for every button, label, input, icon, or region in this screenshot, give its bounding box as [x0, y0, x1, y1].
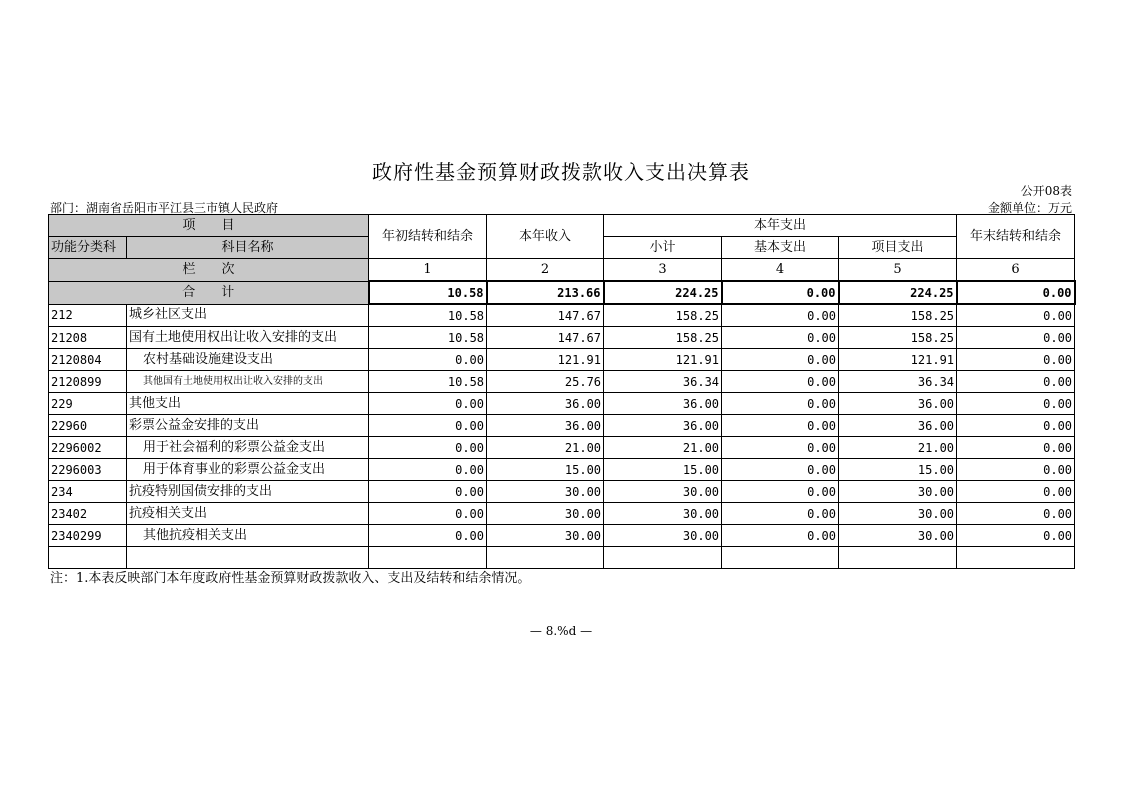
col-index-1: 1: [369, 259, 487, 282]
row-code: 234: [49, 481, 127, 503]
row-v3: 36.00: [604, 415, 722, 437]
col-index-6: 6: [957, 259, 1075, 282]
row-v1: 0.00: [369, 459, 487, 481]
col-index-2: 2: [487, 259, 604, 282]
table-row: [49, 304, 1075, 327]
row-v5: 15.00: [839, 459, 957, 481]
row-name: 城乡社区支出: [127, 304, 369, 327]
total-basic: 0.00: [722, 281, 839, 304]
row-name: 国有土地使用权出让收入安排的支出: [127, 327, 369, 349]
row-v5: 158.25: [839, 304, 957, 327]
row-v3: 158.25: [604, 327, 722, 349]
total-subtotal: 224.25: [604, 281, 722, 304]
row-name: 用于社会福利的彩票公益金支出: [127, 437, 369, 459]
row-v1: 0.00: [369, 503, 487, 525]
row-name: 其他国有土地使用权出让收入安排的支出: [127, 371, 369, 393]
row-v2: 147.67: [487, 327, 604, 349]
empty-cell: [957, 547, 1075, 569]
row-v2: 36.00: [487, 415, 604, 437]
header-end-balance: 年末结转和结余: [957, 215, 1075, 259]
row-v4: 0.00: [722, 481, 839, 503]
header-expense: 本年支出: [604, 215, 957, 237]
row-v6: 0.00: [957, 503, 1075, 525]
table-row: [49, 481, 1075, 503]
row-code: 229: [49, 393, 127, 415]
empty-cell: [487, 547, 604, 569]
header-func-code: 功能分类科: [49, 237, 127, 259]
row-v6: 0.00: [957, 304, 1075, 327]
row-v5: 30.00: [839, 503, 957, 525]
table-row: [49, 459, 1075, 481]
header-project: 项目支出: [839, 237, 957, 259]
lanci-label: 栏 次: [49, 259, 369, 282]
row-v2: 15.00: [487, 459, 604, 481]
empty-cell: [369, 547, 487, 569]
row-v3: 36.34: [604, 371, 722, 393]
row-v4: 0.00: [722, 437, 839, 459]
row-v5: 36.00: [839, 415, 957, 437]
row-v2: 30.00: [487, 525, 604, 547]
row-v1: 0.00: [369, 437, 487, 459]
row-name: 抗疫相关支出: [127, 503, 369, 525]
row-v2: 36.00: [487, 393, 604, 415]
header-subtotal: 小计: [604, 237, 722, 259]
row-v5: 36.34: [839, 371, 957, 393]
empty-cell: [49, 547, 127, 569]
table-row: [49, 503, 1075, 525]
row-v3: 121.91: [604, 349, 722, 371]
row-v3: 30.00: [604, 525, 722, 547]
header-row-1: [49, 215, 1075, 237]
row-v3: 36.00: [604, 393, 722, 415]
row-v6: 0.00: [957, 415, 1075, 437]
empty-cell: [722, 547, 839, 569]
col-index-4: 4: [722, 259, 839, 282]
total-label: 合 计: [49, 281, 369, 304]
table-row: [49, 349, 1075, 371]
row-v2: 30.00: [487, 503, 604, 525]
row-v4: 0.00: [722, 393, 839, 415]
header-income: 本年收入: [487, 215, 604, 259]
column-index-row: [49, 259, 1075, 282]
row-v5: 30.00: [839, 481, 957, 503]
budget-table: [48, 214, 1076, 569]
total-end-balance: 0.00: [957, 281, 1075, 304]
row-v4: 0.00: [722, 371, 839, 393]
row-v4: 0.00: [722, 525, 839, 547]
row-v3: 158.25: [604, 304, 722, 327]
row-v2: 30.00: [487, 481, 604, 503]
form-number: 公开08表: [1020, 184, 1072, 198]
row-v5: 21.00: [839, 437, 957, 459]
row-v3: 30.00: [604, 481, 722, 503]
row-v1: 10.58: [369, 371, 487, 393]
total-row: [49, 281, 1075, 304]
table-row: [49, 437, 1075, 459]
empty-cell: [127, 547, 369, 569]
row-v6: 0.00: [957, 525, 1075, 547]
row-code: 2120804: [49, 349, 127, 371]
row-v1: 0.00: [369, 393, 487, 415]
row-v5: 30.00: [839, 525, 957, 547]
row-v1: 10.58: [369, 304, 487, 327]
table-note: 注：1.本表反映部门本年度政府性基金预算财政拨款收入、支出及结转和结余情况。: [50, 571, 531, 586]
row-v1: 0.00: [369, 415, 487, 437]
row-v6: 0.00: [957, 459, 1075, 481]
row-v5: 158.25: [839, 327, 957, 349]
table-row: [49, 327, 1075, 349]
empty-cell: [839, 547, 957, 569]
row-v6: 0.00: [957, 349, 1075, 371]
table-row: [49, 371, 1075, 393]
header-item: 项 目: [49, 215, 369, 237]
row-name: 抗疫特别国债安排的支出: [127, 481, 369, 503]
row-v1: 0.00: [369, 349, 487, 371]
row-v1: 10.58: [369, 327, 487, 349]
total-begin-balance: 10.58: [369, 281, 487, 304]
row-name: 农村基础设施建设支出: [127, 349, 369, 371]
table-row: [49, 415, 1075, 437]
row-v2: 25.76: [487, 371, 604, 393]
row-v6: 0.00: [957, 437, 1075, 459]
row-code: 22960: [49, 415, 127, 437]
row-v4: 0.00: [722, 503, 839, 525]
department-label: 部门：湖南省岳阳市平江县三市镇人民政府: [50, 201, 279, 215]
row-code: 23402: [49, 503, 127, 525]
row-v4: 0.00: [722, 304, 839, 327]
total-project: 224.25: [839, 281, 957, 304]
report-title: 政府性基金预算财政拨款收入支出决算表: [372, 160, 750, 184]
row-v3: 30.00: [604, 503, 722, 525]
row-v2: 147.67: [487, 304, 604, 327]
row-code: 2296002: [49, 437, 127, 459]
row-v4: 0.00: [722, 415, 839, 437]
row-name: 彩票公益金安排的支出: [127, 415, 369, 437]
row-code: 2296003: [49, 459, 127, 481]
header-subject-name: 科目名称: [127, 237, 369, 259]
empty-row: [49, 547, 1075, 569]
row-name: 用于体育事业的彩票公益金支出: [127, 459, 369, 481]
unit-label: 金额单位：万元: [987, 201, 1072, 215]
row-name: 其他抗疫相关支出: [127, 525, 369, 547]
row-v4: 0.00: [722, 349, 839, 371]
row-v3: 21.00: [604, 437, 722, 459]
row-code: 2120899: [49, 371, 127, 393]
row-v2: 121.91: [487, 349, 604, 371]
row-v5: 121.91: [839, 349, 957, 371]
header-begin-balance: 年初结转和结余: [369, 215, 487, 259]
row-v2: 21.00: [487, 437, 604, 459]
row-code: 2340299: [49, 525, 127, 547]
row-v4: 0.00: [722, 327, 839, 349]
row-code: 21208: [49, 327, 127, 349]
row-v6: 0.00: [957, 371, 1075, 393]
col-index-5: 5: [839, 259, 957, 282]
table-row: [49, 393, 1075, 415]
total-income: 213.66: [487, 281, 604, 304]
row-v6: 0.00: [957, 393, 1075, 415]
table-row: [49, 525, 1075, 547]
row-v3: 15.00: [604, 459, 722, 481]
row-v5: 36.00: [839, 393, 957, 415]
row-v6: 0.00: [957, 481, 1075, 503]
header-basic: 基本支出: [722, 237, 839, 259]
row-code: 212: [49, 304, 127, 327]
row-v1: 0.00: [369, 525, 487, 547]
col-index-3: 3: [604, 259, 722, 282]
empty-cell: [604, 547, 722, 569]
row-v4: 0.00: [722, 459, 839, 481]
row-name: 其他支出: [127, 393, 369, 415]
page-number: — 8.%d —: [529, 624, 593, 638]
row-v6: 0.00: [957, 327, 1075, 349]
row-v1: 0.00: [369, 481, 487, 503]
